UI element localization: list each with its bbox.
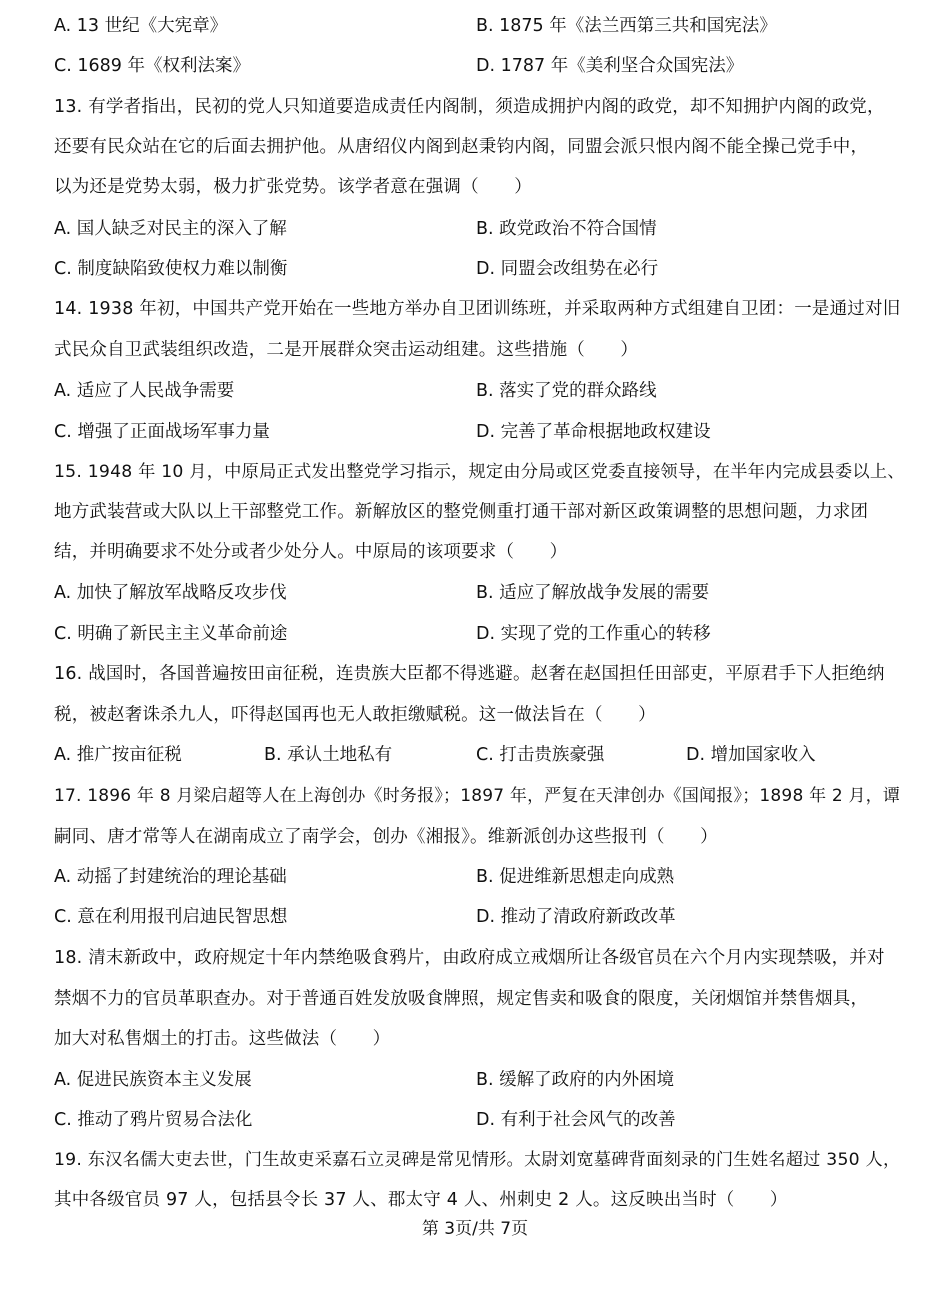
q16-option-a: A. 推广按亩征税 (54, 745, 182, 765)
q15-stem-line-1: 15. 1948 年 10 月，中原局正式发出整党学习指示，规定由分局或区党委直接领导，在半年内完成县委以上、 (54, 462, 905, 482)
q12-option-b: B. 1875 年《法兰西第三共和国宪法》 (476, 16, 777, 36)
q18-stem-line-3: 加大对私售烟土的打击。这些做法（ ） (54, 1029, 391, 1049)
q14-stem-line-2: 式民众自卫武装组织改造，二是开展群众突击运动组建。这些措施（ ） (54, 340, 639, 360)
q14-option-d: D. 完善了革命根据地政权建设 (476, 422, 711, 442)
q13-option-a: A. 国人缺乏对民主的深入了解 (54, 219, 287, 239)
q14-option-b: B. 落实了党的群众路线 (476, 381, 657, 401)
q17-option-b: B. 促进维新思想走向成熟 (476, 867, 675, 887)
q18-option-d: D. 有利于社会风气的改善 (476, 1110, 676, 1130)
q12-option-c: C. 1689 年《权利法案》 (54, 56, 250, 76)
q18-option-b: B. 缓解了政府的内外困境 (476, 1070, 675, 1090)
q17-option-c: C. 意在利用报刊启迪民智思想 (54, 907, 288, 927)
q16-option-b: B. 承认土地私有 (264, 745, 393, 765)
q13-option-d: D. 同盟会改组势在必行 (476, 259, 659, 279)
q12-option-a: A. 13 世纪《大宪章》 (54, 16, 228, 36)
q15-stem-line-2: 地方武装营或大队以上干部整党工作。新解放区的整党侧重打通干部对新区政策调整的思想问题，力求团 (54, 502, 869, 522)
q15-option-b: B. 适应了解放战争发展的需要 (476, 583, 710, 603)
q13-option-c: C. 制度缺陷致使权力难以制衡 (54, 259, 288, 279)
q18-stem-line-2: 禁烟不力的官员革职查办。对于普通百姓发放吸食牌照，规定售卖和吸食的限度，关闭烟馆并禁售烟具， (54, 989, 869, 1009)
q17-stem-line-2: 嗣同、唐才常等人在湖南成立了南学会，创办《湘报》。维新派创办这些报刊（ ） (54, 827, 718, 847)
q14-option-c: C. 增强了正面战场军事力量 (54, 422, 270, 442)
q16-option-d: D. 增加国家收入 (686, 745, 816, 765)
q16-stem-line-2: 税，被赵奢诛杀九人，吓得赵国再也无人敢拒缴赋税。这一做法旨在（ ） (54, 705, 656, 725)
page-number: 第 3页/共 7页 (421, 1219, 529, 1239)
q18-option-c: C. 推动了鸦片贸易合法化 (54, 1110, 253, 1130)
q16-stem-line-1: 16. 战国时，各国普遍按田亩征税，连贵族大臣都不得逃避。赵奢在赵国担任田部吏，平原君手下人拒绝纳 (54, 664, 885, 684)
q13-option-b: B. 政党政治不符合国情 (476, 219, 657, 239)
q17-option-a: A. 动摇了封建统治的理论基础 (54, 867, 287, 887)
q15-stem-line-3: 结，并明确要求不处分或者少处分人。中原局的该项要求（ ） (54, 542, 568, 562)
q17-stem-line-1: 17. 1896 年 8 月梁启超等人在上海创办《时务报》；1897 年，严复在天津创办《国闻报》；1898 年 2 月，谭 (54, 786, 901, 806)
q19-stem-line-2: 其中各级官员 97 人，包括县令长 37 人、郡太守 4 人、州刺史 2 人。这反映出当时（ ） (54, 1190, 788, 1210)
q13-stem-line-2: 还要有民众站在它的后面去拥护他。从唐绍仪内阁到赵秉钧内阁，同盟会派只恨内阁不能全操己党手中， (54, 137, 869, 157)
q14-stem-line-1: 14. 1938 年初，中国共产党开始在一些地方举办自卫团训练班，并采取两种方式组建自卫团：一是通过对旧 (54, 299, 901, 319)
q13-stem-line-1: 13. 有学者指出，民初的党人只知道要造成责任内阁制，须造成拥护内阁的政党，却不知拥护内阁的政党， (54, 97, 885, 117)
q13-stem-line-3: 以为还是党势太弱，极力扩张党势。该学者意在强调（ ） (54, 177, 532, 197)
q14-option-a: A. 适应了人民战争需要 (54, 381, 235, 401)
q18-stem-line-1: 18. 清末新政中，政府规定十年内禁绝吸食鸦片，由政府成立戒烟所让各级官员在六个月内实现禁吸，并对 (54, 948, 885, 968)
q19-stem-line-1: 19. 东汉名儒大吏去世，门生故吏采嘉石立灵碑是常见情形。太尉刘宽墓碑背面刻录的门生姓名超过 350 人， (54, 1150, 901, 1170)
q15-option-c: C. 明确了新民主主义革命前途 (54, 624, 288, 644)
q12-option-d: D. 1787 年《美利坚合众国宪法》 (476, 56, 744, 76)
q15-option-a: A. 加快了解放军战略反攻步伐 (54, 583, 287, 603)
q16-option-c: C. 打击贵族豪强 (476, 745, 605, 765)
q18-option-a: A. 促进民族资本主义发展 (54, 1070, 252, 1090)
q15-option-d: D. 实现了党的工作重心的转移 (476, 624, 711, 644)
q17-option-d: D. 推动了清政府新政改革 (476, 907, 676, 927)
